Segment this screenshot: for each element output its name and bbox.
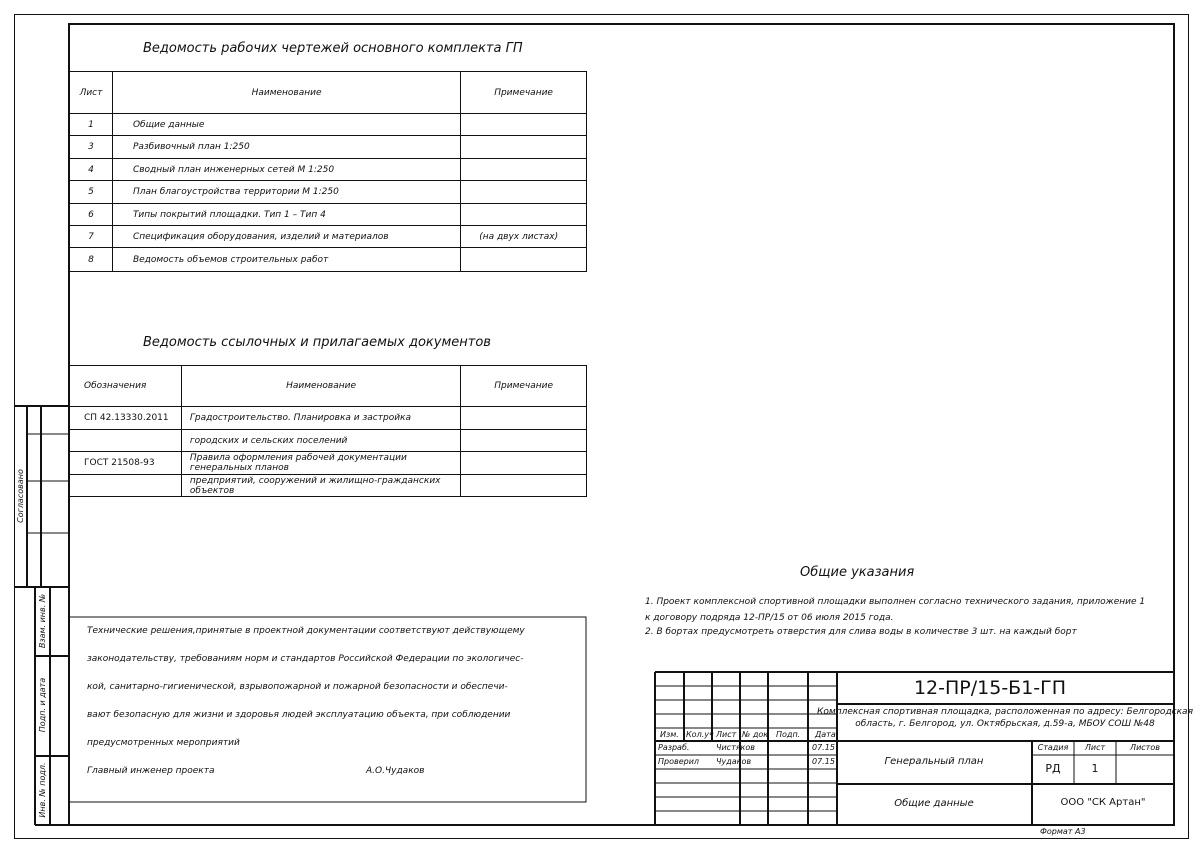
statement-line: законодательству, требованиям норм и стандартов Российской Федерации по экологичес-: [87, 654, 524, 664]
col-header: Дата: [815, 730, 836, 739]
table-row: [70, 407, 587, 430]
column-header: Наименование: [181, 366, 460, 407]
column-header: Примечание: [461, 72, 587, 114]
column-header: Обозначения: [70, 366, 182, 407]
agreed-label: Согласовано: [16, 469, 25, 523]
sheet-name-cell: План благоустройства территории М 1:250: [112, 181, 460, 204]
ref-note-cell: [461, 452, 587, 475]
sign-date-label: Подп. и дата: [38, 677, 47, 733]
ref-note-cell: [461, 407, 587, 430]
general-note-line: к договору подряда 12-ПР/15 от 06 июля 2015 года.: [645, 613, 894, 623]
ref-note-cell: [461, 430, 587, 452]
col-header: Лист: [716, 730, 737, 739]
table-row: [70, 452, 587, 475]
ref-docs-table: [69, 365, 587, 497]
sheet-name-cell: Сводный план инженерных сетей М 1:250: [112, 159, 460, 181]
engineer-label: Главный инженер проекта: [87, 766, 215, 776]
sheets-label: Листов: [1130, 743, 1160, 752]
object-line: область, г. Белгород, ул. Октябрьская, д.59-а, МБОУ СОШ №48: [855, 719, 1155, 729]
column-header: Лист: [70, 72, 113, 114]
col-header: Изм.: [660, 730, 679, 739]
table-row: [70, 114, 587, 136]
sheet-sheet-cell: 7: [70, 226, 113, 248]
sheet-sheet-cell: 3: [70, 136, 113, 159]
table-row: [70, 248, 587, 272]
sheet-list-title: Ведомость рабочих чертежей основного комплекта ГП: [143, 41, 523, 56]
drawing-title: Общие данные: [894, 798, 974, 809]
statement-line: кой, санитарно-гигиенической, взрывопожарной и пожарной безопасности и обеспечи-: [87, 682, 508, 692]
role-checker: Проверил: [658, 757, 700, 766]
ref-code-cell: СП 42.13330.2011: [70, 407, 182, 430]
table-row: [70, 159, 587, 181]
table-row: [70, 181, 587, 204]
stage-label: Стадия: [1037, 743, 1069, 752]
ref-name-cell: Градостроительство. Планировка и застройка: [181, 407, 460, 430]
date-checker: 07.15: [812, 757, 835, 766]
role-developer: Разраб.: [658, 743, 690, 752]
general-notes-title: Общие указания: [800, 565, 915, 580]
sheet-name-cell: Разбивочный план 1:250: [112, 136, 460, 159]
sheet-name-cell: Ведомость объемов строительных работ: [112, 248, 460, 272]
sheet-name-cell: Типы покрытий площадки. Тип 1 – Тип 4: [112, 204, 460, 226]
sheet-label: Лист: [1084, 743, 1106, 752]
sheet-list-table: [69, 71, 587, 272]
sheet-note-cell: (на двух листах): [461, 226, 587, 248]
stage-value: РД: [1045, 762, 1061, 775]
statement-line: вают безопасную для жизни и здоровья людей эксплуатацию объекта, при соблюдении: [87, 710, 511, 720]
document-code: 12-ПР/15-Б1-ГП: [913, 677, 1067, 699]
sheet-note-cell: [461, 181, 587, 204]
general-note-line: 1. Проект комплексной спортивной площадки выполнен согласно технического задания, приложение 1: [645, 597, 1146, 607]
name-checker: Чудаков: [716, 757, 752, 766]
engineer-name: А.О.Чудаков: [366, 766, 425, 776]
statement-line: Технические решения,принятые в проектной документации соответствуют действующему: [87, 626, 525, 636]
sheet-sheet-cell: 6: [70, 204, 113, 226]
format-label: Формат А3: [1040, 827, 1086, 836]
general-note-line: 2. В бортах предусмотреть отверстия для слива воды в количестве 3 шт. на каждый борт: [645, 627, 1077, 637]
col-header: Кол.уч: [686, 730, 714, 739]
table-row: [70, 430, 587, 452]
sheet-note-cell: [461, 159, 587, 181]
name-developer: Чистяков: [716, 743, 755, 752]
col-header: Подп.: [776, 730, 801, 739]
table-row: [70, 475, 587, 497]
ref-name-cell: Правила оформления рабочей документации генеральных планов: [181, 452, 460, 475]
sheet-name-cell: Общие данные: [112, 114, 460, 136]
sheet-note-cell: [461, 204, 587, 226]
statement-line: предусмотренных мероприятий: [87, 738, 240, 748]
company-name: ООО "СК Артан": [1060, 797, 1146, 808]
sheet-title: Генеральный план: [884, 756, 984, 767]
col-header: № док: [742, 730, 769, 739]
ref-name-cell: предприятий, сооружений и жилищно-гражданских объектов: [181, 475, 460, 497]
sheet-note-cell: [461, 114, 587, 136]
table-row: [70, 204, 587, 226]
sheet-note-cell: [461, 248, 587, 272]
sheet-sheet-cell: 4: [70, 159, 113, 181]
ref-name-cell: городских и сельских поселений: [181, 430, 460, 452]
object-line: Комплексная спортивная площадка, расположенная по адресу: Белгородская: [817, 707, 1193, 717]
column-header: Наименование: [112, 72, 460, 114]
date-developer: 07.15: [812, 743, 835, 752]
sheet-value: 1: [1091, 762, 1099, 775]
column-header: Примечание: [461, 366, 587, 407]
ref-code-cell: [70, 430, 182, 452]
sheet-sheet-cell: 8: [70, 248, 113, 272]
sheet-sheet-cell: 1: [70, 114, 113, 136]
sheet-note-cell: [461, 136, 587, 159]
ref-code-cell: [70, 475, 182, 497]
sheet-name-cell: Спецификация оборудования, изделий и материалов: [112, 226, 460, 248]
ref-code-cell: ГОСТ 21508-93: [70, 452, 182, 475]
ref-note-cell: [461, 475, 587, 497]
inv-orig-label: Инв. № подл.: [38, 762, 47, 818]
table-row: [70, 226, 587, 248]
ref-docs-title: Ведомость ссылочных и прилагаемых документов: [143, 335, 491, 350]
sheet-sheet-cell: 5: [70, 181, 113, 204]
replace-inv-label: Взам. инв. №: [38, 593, 47, 649]
table-row: [70, 136, 587, 159]
